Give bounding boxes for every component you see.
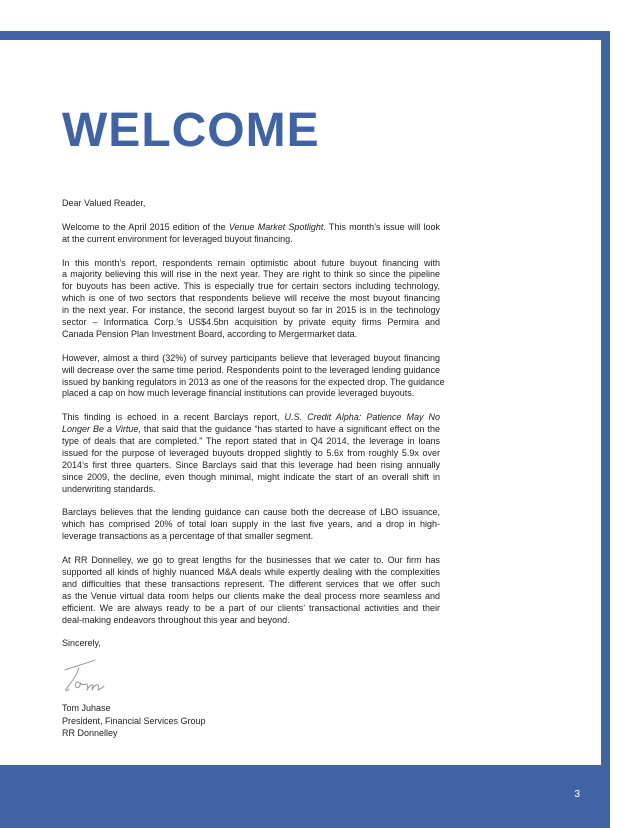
- paragraph-line: since 2009, the decline, even though minimal, might indicate the start of an overall shift in: [62, 471, 440, 482]
- report-title: U.S. Credit Alpha: Patience May No: [284, 412, 440, 423]
- paragraph-line: a majority believing this will rise in the next year. They are right to think so since the pipeline: [62, 269, 440, 280]
- page-title: WELCOME: [62, 104, 320, 157]
- paragraph-decrease: [62, 352, 445, 401]
- paragraph-line: issued for the purpose of leveraged buyouts dropped slightly to 5.6x from roughly 5.9x over: [62, 447, 440, 458]
- paragraph-line: for buyouts has been active. This is especially true for certain sectors including technology,: [62, 281, 440, 292]
- paragraph-line: deal-making endeavors throughout this year and beyond.: [62, 614, 290, 625]
- page-number: 3: [574, 789, 580, 800]
- paragraph-line: supported all kinds of highly nuanced M&A deals while expertly dealing with the complexities: [62, 567, 440, 577]
- page-frame-top: [0, 31, 610, 40]
- paragraph-line: However, almost a third (32%) of survey participants believe that leveraged buyout financing: [62, 352, 440, 363]
- paragraph-line: 2014’s first three quarters. Since Barclays said that this leverage had been rising annually: [62, 459, 440, 470]
- paragraph-intro: [62, 222, 440, 246]
- paragraph-line: Longer Be a Virtue, that said that the guidance “has started to have a significant effect on the: [62, 424, 440, 435]
- paragraph-line: leverage transactions as a percentage of that smaller segment.: [62, 531, 314, 542]
- signer-company: RR Donnelley: [62, 728, 118, 738]
- signer-title: President, Financial Services Group: [62, 715, 206, 726]
- paragraph-line: and difficulties that these transactions represent. The different services that we offer such: [62, 578, 440, 589]
- paragraph-outlook: [62, 258, 440, 341]
- page-frame-right: [601, 31, 610, 828]
- paragraph-line: underwriting standards.: [62, 483, 156, 494]
- footer-band: [0, 765, 610, 828]
- publication-title: Venue Market Spotlight: [228, 221, 324, 232]
- paragraph-line: issued by banking regulators in 2013 as one of the reasons for the expected drop. The guidance: [62, 376, 445, 387]
- paragraph-line: This finding is echoed in a recent Barclays report, U.S. Credit Alpha: Patience May No: [62, 412, 440, 423]
- letter-body: [62, 198, 445, 662]
- paragraph-line: Canada Pension Plan Investment Board, according to Mergermarket data.: [62, 328, 358, 339]
- closing: Sincerely,: [62, 638, 101, 649]
- paragraph-line: efficient. We are always ready to be a part of our clients’ transactional activities and their: [62, 602, 440, 613]
- paragraph-line: At RR Donnelley, we go to great lengths for the businesses that we cater to. Our firm has: [62, 555, 440, 566]
- paragraph-line: sector – Informatica Corp.’s US$4.5bn acquisition by private equity firms Permira and: [62, 317, 440, 328]
- paragraph-line: which is one of two sectors that respondents believe will receive the most buyout financing: [62, 293, 440, 304]
- paragraph-line: Barclays believes that the lending guidance can cause both the decrease of LBO issuance,: [62, 507, 440, 518]
- paragraph-line: will decrease over the same time period. Respondents point to the leveraged lending guidance: [62, 364, 440, 375]
- paragraph-rr-donnelley: [62, 555, 440, 626]
- paragraph-line: In this month’s report, respondents remain optimistic about future buyout financing with: [62, 257, 440, 268]
- report-title-cont: Longer Be a Virtue: [62, 424, 139, 435]
- paragraph-line: as the Venue virtual data room helps our clients make the deal process more seamless and: [62, 590, 440, 601]
- paragraph-lending-guidance: [62, 507, 440, 543]
- paragraph-line: in the next year. For instance, the second largest buyout so far in 2015 is in the technology: [62, 305, 440, 316]
- salutation: Dear Valued Reader,: [62, 198, 146, 208]
- paragraph-line: which has comprised 20% of total loan supply in the last five years, and a drop in high-: [62, 519, 440, 530]
- paragraph-line: Welcome to the April 2015 edition of the Venue Market Spotlight. This month’s issue will look: [62, 221, 440, 232]
- paragraph-line: placed a cap on how much leverage financial institutions can provide leveraged buyouts.: [62, 388, 415, 399]
- handwritten-signature: [62, 656, 106, 696]
- paragraph-barclays-report: [62, 412, 440, 495]
- signer-name: Tom Juhase: [62, 703, 111, 713]
- signer-block: [62, 702, 206, 740]
- paragraph-line: type of deals that are completed.” The report stated that in Q4 2014, the leverage in loans: [62, 436, 440, 447]
- paragraph-line: at the current environment for leveraged buyout financing.: [62, 233, 293, 244]
